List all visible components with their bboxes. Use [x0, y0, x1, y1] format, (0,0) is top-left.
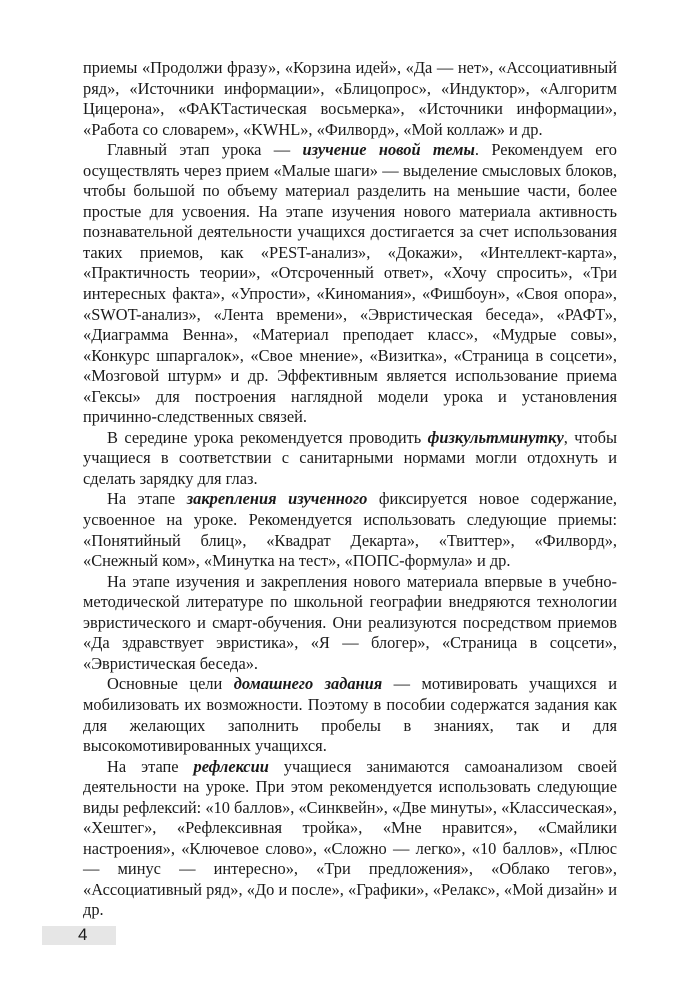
paragraph-text: приемы «Продолжи фразу», «Корзина идей», «Да — нет», «Ассоциативный ряд», «Источники информации», «Блицопрос», «Индуктор», «Алгоритм Цицерона», «ФАКТастическая восьмерка», «Источники информации», «Работа со словарем», «KWHL», «Филворд», «Мой коллаж» и др. — [83, 58, 617, 139]
paragraph-text: Основные цели — [107, 674, 234, 694]
page-body — [83, 58, 617, 921]
paragraph-text: На этапе изучения и закрепления нового материала впервые в учебно-методической литературе по школьной географии внедряются технологии эвристического и смарт-обучения. Они реализуются посредством приемов «Да здравствует эвристика», «Я — блогер», «Страница в соцсети», «Эвристическая беседа». — [83, 571, 617, 673]
paragraph-methods-list — [83, 58, 617, 140]
paragraph-text: учащиеся занимаются самоанализом своей деятельности на уроке. При этом рекомендуется использовать следующие виды рефлексий: «10 баллов», «Синквейн», «Две минуты», «Классическая», «Хештег», «Рефлексивная тройка», «Мне нравится», «Смайлики настроения», «Ключевое слово», «Сложно — легко», «10 баллов», «Плюс — минус — интересно», «Три предложения», «Облако тегов», «Ассоциативный ряд», «До и после», «Графики», «Релакс», «Мой дизайн» и др. — [83, 756, 617, 920]
paragraph-physical-break — [83, 428, 617, 490]
paragraph-text: , чтобы учащиеся в соответствии с санитарными нормами могли отдохнуть и сделать зарядку для глаз. — [83, 427, 617, 488]
key-term: закрепления изученного — [186, 489, 368, 509]
key-term: домашнего задания — [233, 674, 383, 694]
paragraph-text: На этапе — [107, 756, 194, 776]
paragraph-text: фиксируется новое содержание, усвоенное на уроке. Рекомендуется использовать следующие приемы: «Понятийный блиц», «Квадрат Декарта», «Твиттер», «Филворд», «Снежный ком», «Минутка на тест», «ПОПС-формула» и др. — [83, 489, 617, 571]
paragraph-text: На этапе — [107, 489, 187, 509]
paragraph-heuristic-tech — [83, 572, 617, 675]
paragraph-text: В середине урока рекомендуется проводить — [107, 427, 428, 447]
key-term: изучение новой темы — [302, 140, 475, 160]
paragraph-consolidation — [83, 489, 617, 571]
paragraph-reflection — [83, 757, 617, 921]
page-number: 4 — [78, 925, 88, 944]
paragraph-text: — мотивировать учащихся и мобилизовать их возможности. Поэтому в пособии содержатся задания как для желающих заполнить пробелы в знаниях, так и для высокомотивированных учащихся. — [83, 674, 617, 756]
key-term: рефлексии — [193, 756, 269, 776]
paragraph-text: Главный этап урока — — [107, 140, 303, 160]
paragraph-text: . Рекомендуем его осуществлять через прием «Малые шаги» — выделение смысловых блоков, чтобы большой по объему материал разделить на меньшие части, более простые для усвоения. На этапе изучения нового материала активность познавательной деятельности учащихся достигается за счет использования таких приемов, как «PEST-анализ», «Докажи», «Интеллект-карта», «Практичность теории», «Отсроченный ответ», «Хочу спросить», «Три интересных факта», «Упрости», «Киномания», «Фишбоун», «Своя опора», «SWOT-анализ», «Лента времени», «Эвристическая беседа», «РАФТ», «Диаграмма Венна», «Материал преподает класс», «Мудрые совы», «Конкурс шпаргалок», «Свое мнение», «Визитка», «Страница в соцсети», «Мозговой штурм» и др. Эффективным является использование приема «Гексы» для построения наглядной модели урока и установления причинно-следственных связей. — [83, 140, 617, 427]
paragraph-new-topic — [83, 140, 617, 428]
key-term: физкультминутку — [427, 427, 564, 447]
paragraph-homework — [83, 674, 617, 756]
